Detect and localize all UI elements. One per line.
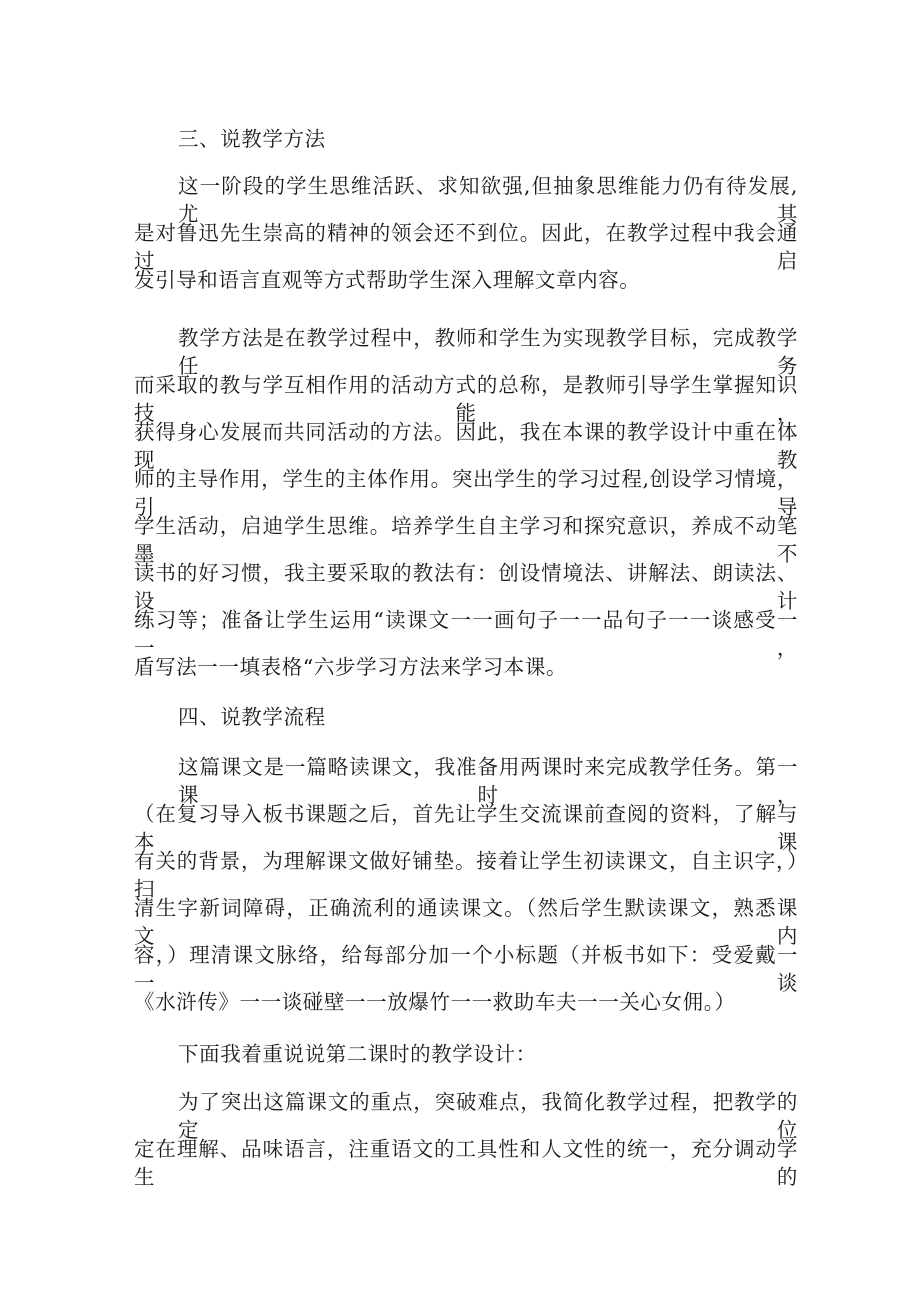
paragraph-line: 为了突出这篇课文的重点，突破难点，我简化教学过程，把教学的定位	[178, 1090, 798, 1142]
paragraph-line: 《水浒传》一一谈碰壁一一放爆竹一一救助车夫一一关心女佣。）	[134, 990, 736, 1014]
paragraph-line: 练习等；准备让学生运用“读课文一一画句子一一品句子一一谈感受一一，	[134, 608, 798, 660]
paragraph-line: 而采取的教与学互相作用的活动方式的总称，是教师引导学生掌握知识技能，	[134, 373, 798, 425]
paragraph-line: 这一阶段的学生思维活跃、求知欲强,但抽象思维能力仍有待发展,尤其	[178, 174, 798, 226]
paragraph-line: 教学方法是在教学过程中，教师和学生为实现教学目标，完成教学任务	[178, 326, 798, 378]
paragraph-line: 清生字新词障碍，正确流利的通读课文。（然后学生默读课文，熟悉课文内	[134, 896, 798, 948]
paragraph-line: 是对鲁迅先生崇高的精神的领会还不到位。因此，在教学过程中我会通过启	[134, 221, 798, 273]
paragraph-line: 定在理解、品味语言，注重语文的工具性和人文性的统一，充分调动学生的	[134, 1137, 798, 1189]
paragraph-line: 有关的背景，为理解课文做好铺垫。接着让学生初读课文，自主识字，）扫	[134, 849, 798, 901]
paragraph-line: 容，）理清课文脉络，给每部分加一个小标题（并板书如下：受爱戴一一谈	[134, 943, 798, 995]
section-heading-teaching-process: 四、说教学流程	[178, 705, 326, 729]
section-heading-teaching-methods: 三、说教学方法	[178, 127, 326, 151]
paragraph-line: （在复习导入板书课题之后，首先让学生交流课前查阅的资料，了解与本课	[134, 802, 798, 854]
paragraph-line: 这篇课文是一篇略读课文，我准备用两课时来完成教学任务。第一课时，	[178, 755, 798, 807]
paragraph-line: 师的主导作用，学生的主体作用。突出学生的学习过程,创设学习情境，引导	[134, 467, 798, 519]
paragraph-line: 读书的好习惯，我主要采取的教法有：创设情境法、讲解法、朗读法、设计	[134, 561, 798, 613]
paragraph-line: 学生活动，启迪学生思维。培养学生自主学习和探究意识，养成不动笔墨不	[134, 514, 798, 566]
paragraph-line: 下面我着重说说第二课时的教学设计：	[178, 1042, 537, 1066]
paragraph-line: 获得身心发展而共同活动的方法。因此，我在本课的教学设计中重在体现教	[134, 420, 798, 472]
paragraph-line: 盾写法一一填表格“六步学习方法来学习本课。	[134, 655, 568, 679]
paragraph-line: 发引导和语言直观等方式帮助学生深入理解文章内容。	[134, 268, 641, 292]
